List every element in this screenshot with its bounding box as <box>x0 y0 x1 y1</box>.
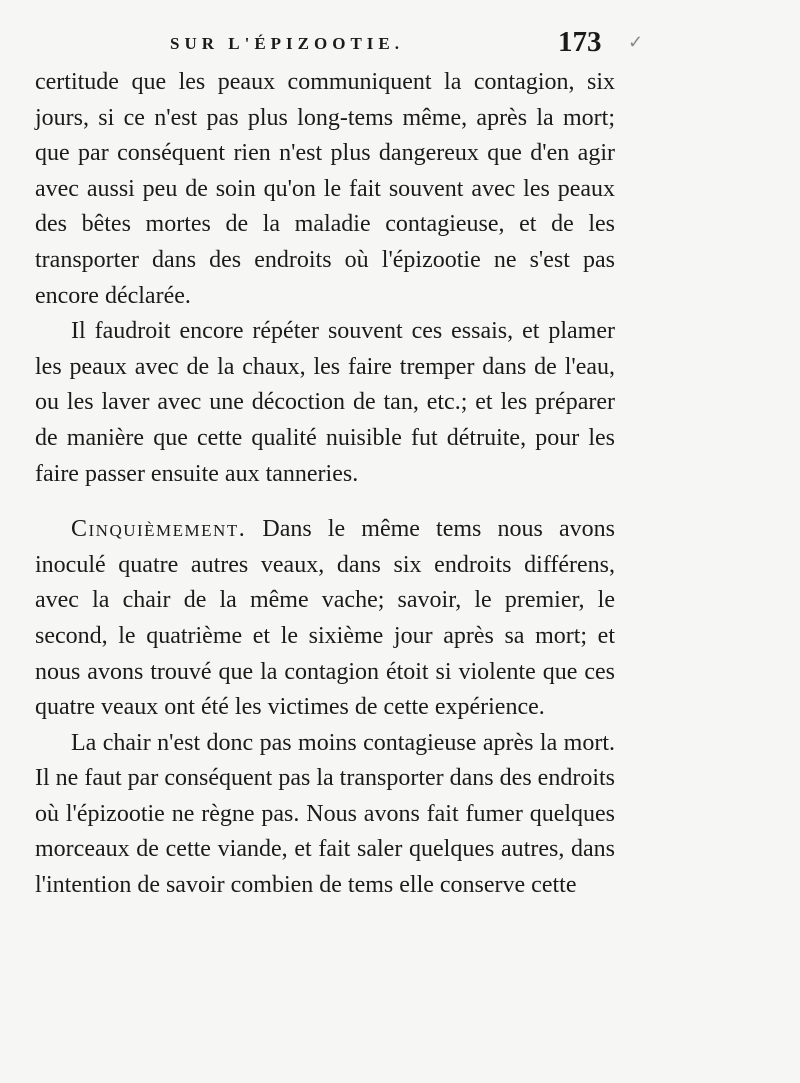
paragraph-fifth-experiment <box>35 512 615 726</box>
paragraph-continuation: certitude que les peaux communiquent la contagion, six jours, si ce n'est pas plus long-tems même, après la mort; que par conséquent rien n'est plus dangereux que d'en agir avec aussi peu de soin qu'on le fait souvent avec les peaux des bêtes mortes de la maladie contagieuse, et de les transporter dans des endroits où l'épizootie ne s'est pas encore déclarée. <box>35 69 615 309</box>
page-number: 173 <box>558 26 602 58</box>
paragraph-fifth-experiment-text: Dans le même tems nous avons inoculé quatre autres veaux, dans six endroits différens, avec la chair de la même vache; savoir, le premier, le second, le quatrième et le sixième jour après sa mort; et nous avons trouvé que la contagion étoit si violente que ces quatre veaux ont été les victimes de cette expérience. <box>35 516 615 721</box>
paragraph-meat-contagion: La chair n'est donc pas moins contagieuse après la mort. Il ne faut par conséquent pas la transporter dans des endroits où l'épizootie ne règne pas. Nous avons fait fumer quelques morceaux de cette viande, et fait saler quelques autres, dans l'intention de savoir combien de tems elle conserve cette <box>35 729 615 899</box>
margin-check-mark: ✓ <box>628 32 644 53</box>
body-text <box>35 65 615 904</box>
paragraph-tanning: Il faudroit encore répéter souvent ces essais, et plamer les peaux avec de la chaux, les faire tremper dans de l'eau, ou les laver avec une décoction de tan, etc.; et les préparer de manière que cette qualité nuisible fut détruite, pour les faire passer ensuite aux tanneries. <box>35 318 615 487</box>
running-head-title: SUR L'ÉPIZOOTIE. <box>170 34 404 53</box>
running-head <box>0 20 800 60</box>
section-lead-word: Cinquièmement. <box>71 516 247 543</box>
